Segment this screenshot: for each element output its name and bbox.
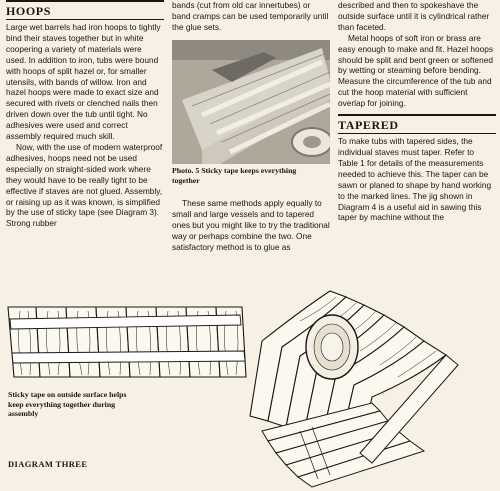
heading-tapered: TAPERED [338,114,496,134]
right-lead-text: described and then to spokeshave the outside surface until it is cylindrical rather than faceted. [338,0,490,32]
column-right [338,0,496,223]
diagram-caption: Sticky tape on outside surface helps keep everything together during assembly [8,390,127,418]
middle-lead-text: bands (cut from old car innertubes) or band cramps can be used temporarily until the glue sets. [172,0,329,32]
middle-body-text: These same methods apply equally to small and large vessels and to tapered ones but you might like to try the traditional way or perhaps combine the two. One satisfactory method is to glue as [172,198,330,252]
photo-sticky-tape [172,40,330,164]
photo-caption: Photo. 5 Sticky tape keeps everything together [172,166,297,185]
right-body-text: Metal hoops of soft iron or brass are easy enough to make and fit. Hazel hoops should be split and bent green or softened by wetting or steaming before bending. Measure the circumference of the tub and cut the hoop material with sufficient overlap for joining. [338,32,493,109]
heading-hoops: HOOPS [6,0,164,20]
hoops-paragraph-2: Now, with the use of modern waterproof adhesives, hoops need not be used especially on straight-sided work where they would have to be really tight to be effective if staves are not glued. Assembly, or raising up as it was known, is simplified by the use of sticky tape (see Diagram 3). Strong rubber [6,141,163,229]
tape-roll [306,315,358,379]
diagram-title: DIAGRAM THREE [8,459,88,469]
column-middle [172,0,330,33]
column-hoops [6,0,164,229]
hoops-paragraph-1: Large wet barrels had iron hoops to tightly bind their staves together but in white coopering a variety of materials were used. In addition to iron, tubs were bound with hoops of split hazel or, for smaller utensils, with bands of willow. Iron and hazel hoops were made to exact size and secured with rivets or clenched nails then driven down over the tub until tight. No adhesives were used and correct assembly required much skill. [6,22,161,142]
tapered-text: To make tubs with tapered sides, the individual staves must taper. Refer to Table 1 for details of the measurements needed to achieve this. The taper can be sawn or planed to shape by hand working to the marked lines. The jig shown in Diagram 4 is a useful aid in sawing this taper by machine without the [338,136,492,223]
photo-illustration [172,40,330,164]
middle-body [172,198,330,253]
